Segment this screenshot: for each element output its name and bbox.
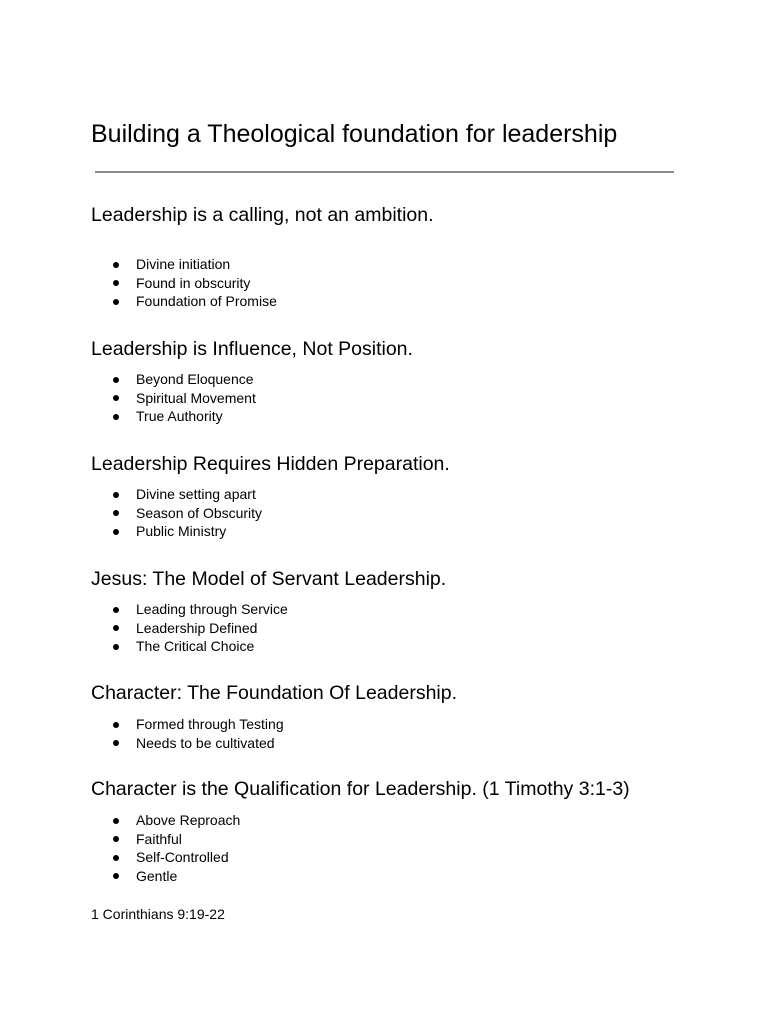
bullet-icon (113, 836, 119, 842)
bullet-icon (113, 377, 119, 383)
list-item-text: Needs to be cultivated (136, 734, 275, 751)
section-heading-servant: Jesus: The Model of Servant Leadership. (91, 568, 447, 590)
list-item-text: Gentle (136, 867, 178, 884)
list-item-text: True Authority (136, 408, 223, 425)
bullet-icon (113, 855, 119, 861)
list-item-text: Beyond Eloquence (136, 371, 254, 387)
list-item-text: Divine setting apart (136, 486, 256, 502)
bullet-icon (113, 873, 119, 879)
section-heading-qualification: Character is the Qualification for Leadership. (1 Timothy 3:1-3) (91, 778, 630, 800)
scripture-reference: 1 Corinthians 9:19-22 (91, 906, 225, 922)
bullet-icon (113, 262, 119, 268)
bullet-icon (113, 607, 119, 613)
bullet-icon (113, 740, 119, 746)
list-item-text: The Critical Choice (136, 638, 255, 655)
list-item-text: Formed through Testing (136, 716, 284, 732)
section-heading-character-foundation: Character: The Foundation Of Leadership. (91, 682, 458, 704)
list-item-text: Leadership Defined (136, 619, 258, 636)
bullet-icon (113, 280, 119, 286)
bullet-icon (113, 644, 119, 650)
section-heading-calling: Leadership is a calling, not an ambition. (91, 204, 434, 226)
bullet-icon (113, 492, 119, 498)
list-item-text: Above Reproach (136, 812, 241, 828)
list-item-text: Season of Obscurity (136, 504, 263, 521)
section-heading-preparation: Leadership Requires Hidden Preparation. (91, 453, 450, 475)
list-item-text: Public Ministry (136, 523, 227, 540)
list-item-text: Foundation of Promise (136, 293, 277, 310)
bullet-icon (113, 818, 119, 824)
list-item-text: Found in obscurity (136, 274, 251, 291)
bullet-icon (113, 299, 119, 305)
list-item-text: Spiritual Movement (136, 389, 256, 406)
list-item-text: Divine initiation (136, 256, 231, 272)
list-item-text: Self-Controlled (136, 849, 229, 866)
bullet-icon (113, 625, 119, 631)
title-divider (95, 171, 674, 173)
bullet-icon (113, 529, 119, 535)
bullet-icon (113, 722, 119, 728)
document-title: Building a Theological foundation for leadership (91, 120, 618, 148)
section-heading-influence: Leadership is Influence, Not Position. (91, 338, 413, 360)
list-item-text: Leading through Service (136, 601, 288, 617)
bullet-icon (113, 414, 119, 420)
bullet-icon (113, 510, 119, 516)
bullet-icon (113, 395, 119, 401)
list-item-text: Faithful (136, 830, 182, 847)
